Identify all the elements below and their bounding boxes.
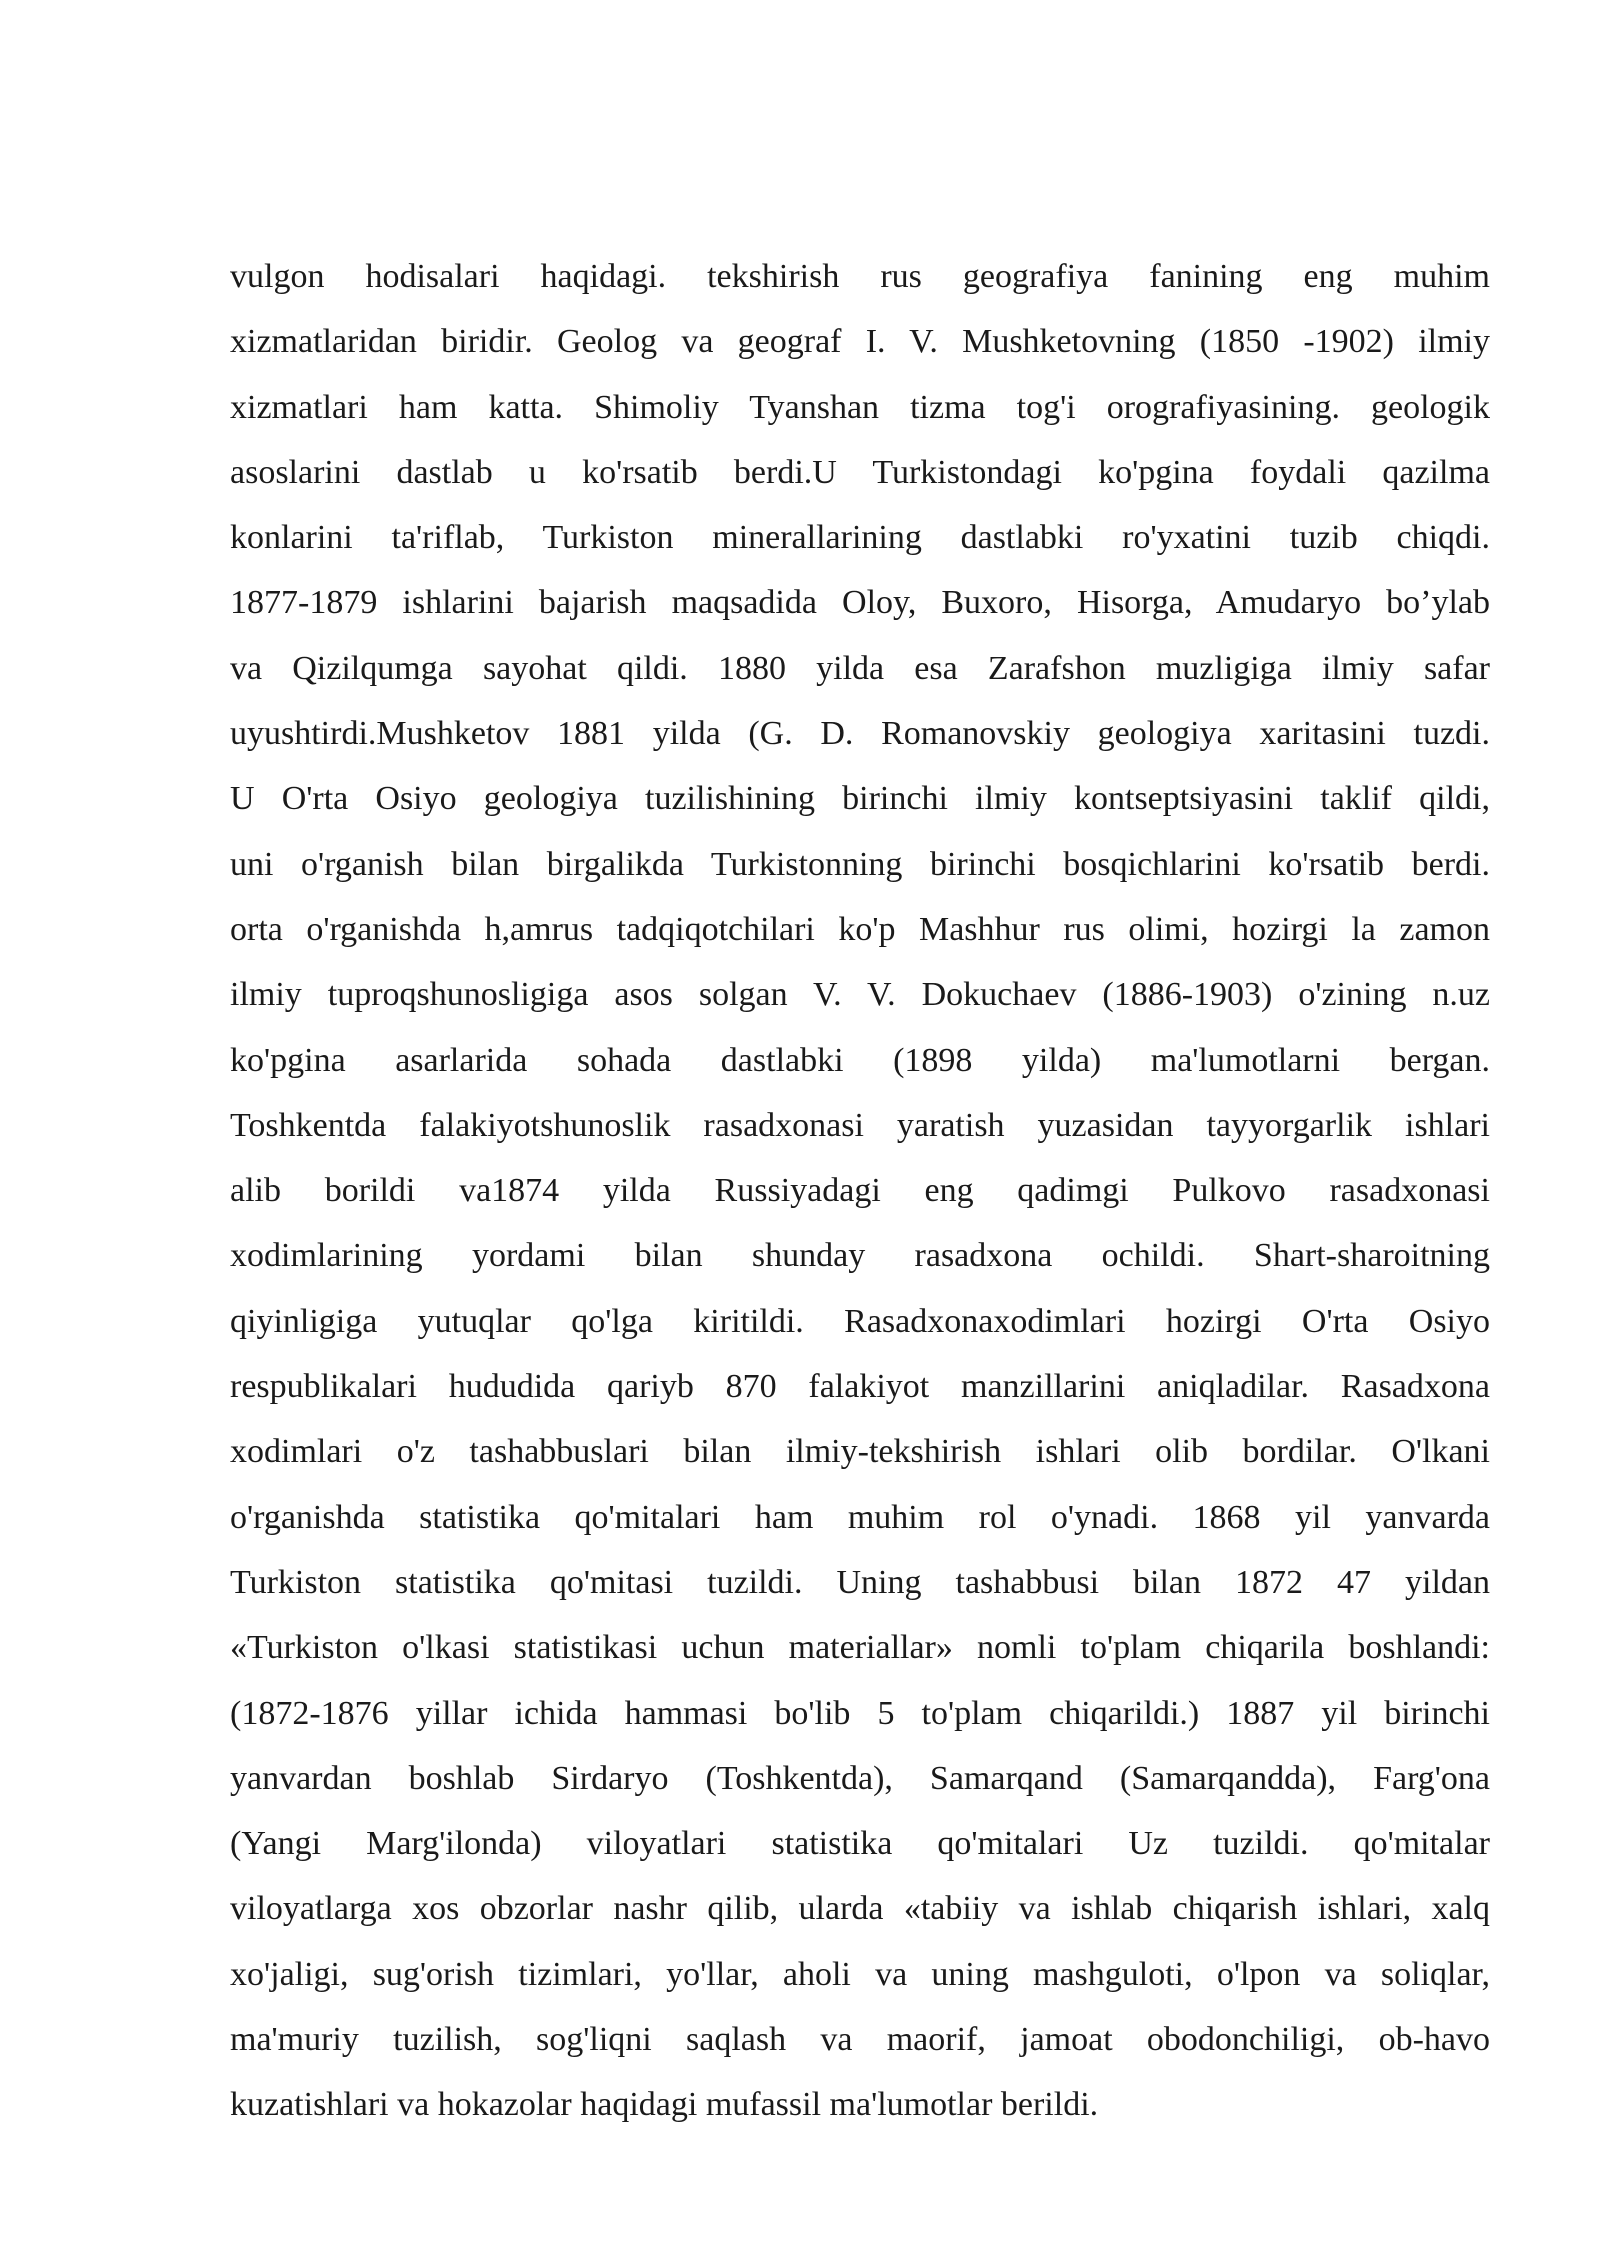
text-line: 1877-1879 ishlarini bajarish maqsadida Oloy, Buxoro, Hisorga, Amudaryo bo’ylab xyxy=(230,584,1490,622)
text-line: ko'pgina asarlarida sohada dastlabki (1898 yilda) ma'lumotlarni bergan. xyxy=(230,1041,1490,1079)
text-line: alib borildi va1874 yilda Russiyadagi eng qadimgi Pulkovo rasadxonasi xyxy=(230,1172,1490,1210)
text-line: uyushtirdi.Mushketov 1881 yilda (G. D. Romanovskiy geologiya xaritasini tuzdi. xyxy=(230,715,1490,753)
text-line: o'rganishda statistika qo'mitalari ham muhim rol o'ynadi. 1868 yil yanvarda xyxy=(230,1498,1490,1536)
text-line: orta o'rganishda h,amrus tadqiqotchilari ko'p Mashhur rus olimi, hozirgi la zamon xyxy=(230,910,1490,948)
text-line: xo'jaligi, sug'orish tizimlari, yo'llar, aholi va uning mashguloti, o'lpon va soliqlar, xyxy=(230,1955,1490,1993)
text-line: viloyatlarga xos obzorlar nashr qilib, ularda «tabiiy va ishlab chiqarish ishlari, xalq xyxy=(230,1890,1490,1928)
text-line: va Qizilqumga sayohat qildi. 1880 yilda esa Zarafshon muzligiga ilmiy safar xyxy=(230,649,1490,687)
text-line: U O'rta Osiyo geologiya tuzilishining birinchi ilmiy kontseptsiyasini taklif qildi, xyxy=(230,780,1490,818)
text-line: ilmiy tuproqshunosligiga asos solgan V. V. Dokuchaev (1886-1903) o'zining n.uz xyxy=(230,976,1490,1014)
text-line: Toshkentda falakiyotshunoslik rasadxonasi yaratish yuzasidan tayyorgarlik ishlari xyxy=(230,1106,1490,1144)
text-line: konlarini ta'riflab, Turkiston minerallarining dastlabki ro'yxatini tuzib chiqdi. xyxy=(230,519,1490,557)
text-line: (1872-1876 yillar ichida hammasi bo'lib 5 to'plam chiqarildi.) 1887 yil birinchi xyxy=(230,1694,1490,1732)
text-line: xizmatlaridan biridir. Geolog va geograf I. V. Mushketovning (1850 -1902) ilmiy xyxy=(230,323,1490,361)
text-line: ma'muriy tuzilish, sog'liqni saqlash va maorif, jamoat obodonchiligi, ob-havo xyxy=(230,2021,1490,2059)
text-line: respublikalari hududida qariyb 870 falakiyot manzillarini aniqladilar. Rasadxona xyxy=(230,1368,1490,1406)
text-line: «Turkiston o'lkasi statistikasi uchun materiallar» nomli to'plam chiqarila boshlandi: xyxy=(230,1629,1490,1667)
text-line: vulgon hodisalari haqidagi. tekshirish rus geografiya fanining eng muhim xyxy=(230,258,1490,295)
text-line-last: kuzatishlari va hokazolar haqidagi mufassil ma'lumotlar berildi. xyxy=(230,2086,1099,2124)
text-line: xizmatlari ham katta. Shimoliy Tyanshan tizma tog'i orografiyasining. geologik xyxy=(230,388,1490,426)
text-line: (Yangi Marg'ilonda) viloyatlari statistika qo'mitalari Uz tuzildi. qo'mitalar xyxy=(230,1825,1490,1863)
text-line: yanvardan boshlab Sirdaryo (Toshkentda), Samarqand (Samarqandda), Farg'ona xyxy=(230,1759,1490,1797)
text-line: xodimlari o'z tashabbuslari bilan ilmiy-tekshirish ishlari olib bordilar. O'lkani xyxy=(230,1433,1490,1471)
text-line: xodimlarining yordami bilan shunday rasadxona ochildi. Shart-sharoitning xyxy=(230,1237,1490,1275)
body-paragraph xyxy=(230,244,1490,2138)
text-line: asoslarini dastlab u ko'rsatib berdi.U Turkistondagi ko'pgina foydali qazilma xyxy=(230,453,1490,491)
text-line: qiyinligiga yutuqlar qo'lga kiritildi. Rasadxonaxodimlari hozirgi O'rta Osiyo xyxy=(230,1302,1490,1340)
text-line: Turkiston statistika qo'mitasi tuzildi. Uning tashabbusi bilan 1872 47 yildan xyxy=(230,1563,1490,1601)
text-line: uni o'rganish bilan birgalikda Turkistonning birinchi bosqichlarini ko'rsatib berdi. xyxy=(230,845,1490,883)
